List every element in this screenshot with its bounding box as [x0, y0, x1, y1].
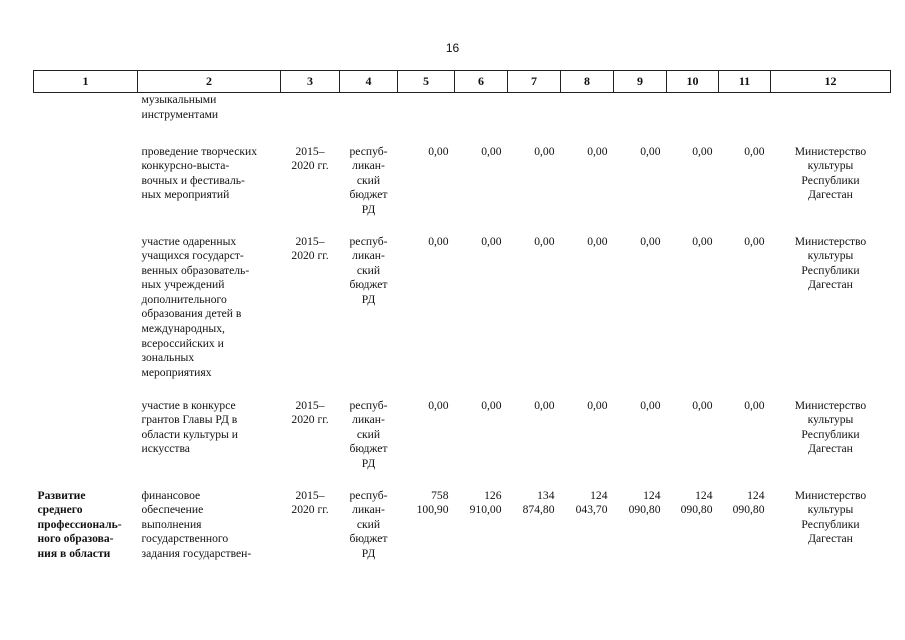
executor-cell [771, 93, 891, 145]
period-cell: 2015– 2020 гг. [291, 144, 329, 173]
value-cell: 0,00 [481, 234, 502, 248]
value-cell: 0,00 [744, 144, 765, 158]
header-col-10: 10 [667, 71, 719, 93]
executor-cell: Министерство культуры Республики Дагестан [794, 144, 867, 202]
header-col-6: 6 [455, 71, 508, 93]
value-cell: 0,00 [481, 398, 502, 412]
value-cell: 124 090,80 [732, 488, 765, 517]
section-cell [34, 145, 138, 235]
header-col-2: 2 [138, 71, 281, 93]
table-row [34, 145, 891, 235]
value-cell: 0,00 [534, 234, 555, 248]
activity-cell: проведение творческих конкурсно-выста- вочных и фестиваль- ных мероприятий [141, 144, 258, 202]
source-cell [340, 93, 398, 145]
section-cell [34, 235, 138, 399]
period-cell [281, 93, 340, 145]
section-cell [34, 399, 138, 489]
value-cell: 124 090,80 [680, 488, 713, 517]
value-cell: 0,00 [534, 398, 555, 412]
value-cell: 0,00 [587, 398, 608, 412]
value-cell [614, 93, 667, 145]
header-col-5: 5 [398, 71, 455, 93]
activity-cell: участие одаренных учащихся государст- венных образователь- ных учреждений дополнительного образования детей в международных, всероссийских и зональных мероприятиях [141, 234, 250, 379]
value-cell: 124 043,70 [575, 488, 608, 517]
executor-cell: Министерство культуры Республики Дагестан [794, 234, 867, 292]
value-cell: 0,00 [534, 144, 555, 158]
header-col-4: 4 [340, 71, 398, 93]
table-row [34, 399, 891, 489]
activity-cell: музыкальными инструментами [141, 93, 219, 121]
header-col-1: 1 [34, 71, 138, 93]
value-cell: 0,00 [587, 234, 608, 248]
header-col-8: 8 [561, 71, 614, 93]
header-col-7: 7 [508, 71, 561, 93]
value-cell: 0,00 [692, 144, 713, 158]
value-cell: 0,00 [640, 234, 661, 248]
value-cell [508, 93, 561, 145]
value-cell [561, 93, 614, 145]
period-cell: 2015– 2020 гг. [291, 398, 329, 427]
table-row [34, 93, 891, 145]
value-cell [398, 93, 455, 145]
table-row [34, 489, 891, 569]
header-col-3: 3 [281, 71, 340, 93]
value-cell [667, 93, 719, 145]
header-col-12: 12 [771, 71, 891, 93]
source-cell: респуб- ликан- ский бюджет РД [349, 144, 388, 216]
section-cell: Развитие среднего профессиональ- ного образова- ния в области [37, 488, 122, 560]
executor-cell: Министерство культуры Республики Дагестан [794, 398, 867, 456]
value-cell: 126 910,00 [469, 488, 502, 517]
activity-cell: финансовое обеспечение выполнения государственного задания государствен- [141, 488, 252, 560]
source-cell: респуб- ликан- ский бюджет РД [349, 488, 388, 560]
header-row [34, 71, 891, 93]
source-cell: респуб- ликан- ский бюджет РД [349, 398, 388, 470]
activity-cell: участие в конкурсе грантов Главы РД в области культуры и искусства [141, 398, 238, 456]
value-cell: 0,00 [428, 234, 449, 248]
period-cell: 2015– 2020 гг. [291, 488, 329, 517]
value-cell: 0,00 [744, 398, 765, 412]
value-cell: 0,00 [428, 144, 449, 158]
page-number: 16 [445, 41, 460, 55]
value-cell: 0,00 [692, 234, 713, 248]
value-cell [455, 93, 508, 145]
table-row [34, 235, 891, 399]
value-cell: 0,00 [640, 144, 661, 158]
header-col-11: 11 [719, 71, 771, 93]
budget-table [33, 70, 891, 569]
section-cell [34, 93, 138, 145]
value-cell: 124 090,80 [628, 488, 661, 517]
value-cell [719, 93, 771, 145]
value-cell: 0,00 [587, 144, 608, 158]
executor-cell: Министерство культуры Республики Дагестан [794, 488, 867, 546]
value-cell: 134 874,80 [522, 488, 555, 517]
value-cell: 0,00 [744, 234, 765, 248]
value-cell: 758 100,90 [416, 488, 449, 517]
period-cell: 2015– 2020 гг. [291, 234, 329, 263]
header-col-9: 9 [614, 71, 667, 93]
value-cell: 0,00 [481, 144, 502, 158]
value-cell: 0,00 [428, 398, 449, 412]
value-cell: 0,00 [640, 398, 661, 412]
value-cell: 0,00 [692, 398, 713, 412]
source-cell: респуб- ликан- ский бюджет РД [349, 234, 388, 306]
